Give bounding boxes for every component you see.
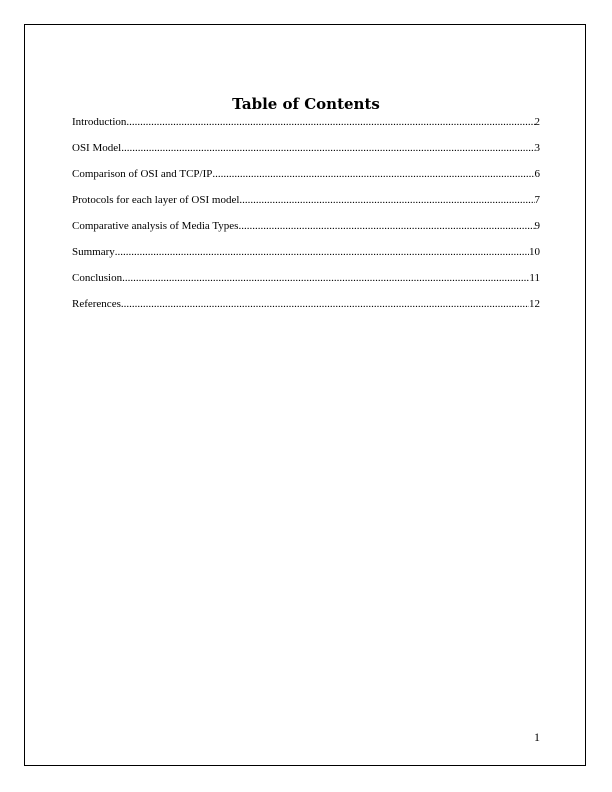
toc-entry[interactable]: [72, 193, 540, 219]
toc-entry-label: Conclusion: [72, 272, 123, 284]
toc-entry-label: References: [72, 298, 121, 310]
toc-entry[interactable]: [72, 219, 540, 245]
toc-entry-page: 2: [534, 116, 540, 128]
toc-entry-page: 6: [534, 168, 540, 180]
toc-entry-label: Introduction: [72, 116, 127, 128]
toc-list: [72, 115, 540, 323]
toc-entry-label: Comparative analysis of Media Types: [72, 220, 239, 232]
toc-dot-leader: [126, 115, 534, 129]
toc-entry[interactable]: [72, 167, 540, 193]
toc-dot-leader: [115, 245, 529, 259]
toc-entry-page: 3: [534, 142, 540, 154]
page-number: 1: [534, 730, 540, 744]
toc-dot-leader: [121, 297, 529, 311]
toc-entry[interactable]: [72, 141, 540, 167]
toc-entry-label: Summary: [72, 246, 115, 258]
toc-entry-page: 10: [529, 246, 540, 258]
toc-entry-label: Comparison of OSI and TCP/IP: [72, 168, 213, 180]
toc-title: Table of Contents: [232, 95, 380, 113]
toc-entry-page: 11: [529, 272, 540, 284]
toc-entry[interactable]: [72, 271, 540, 297]
toc-entry-page: 7: [534, 194, 540, 206]
toc-entry-label: Protocols for each layer of OSI model: [72, 194, 240, 206]
toc-entry[interactable]: [72, 297, 540, 323]
toc-entry[interactable]: [72, 245, 540, 271]
toc-entry-label: OSI Model: [72, 142, 122, 154]
toc-dot-leader: [122, 271, 529, 285]
toc-dot-leader: [239, 193, 534, 207]
toc-dot-leader: [121, 141, 534, 155]
toc-entry-page: 12: [529, 298, 540, 310]
toc-dot-leader: [212, 167, 534, 181]
toc-entry[interactable]: [72, 115, 540, 141]
toc-dot-leader: [238, 219, 534, 233]
toc-entry-page: 9: [534, 220, 540, 232]
